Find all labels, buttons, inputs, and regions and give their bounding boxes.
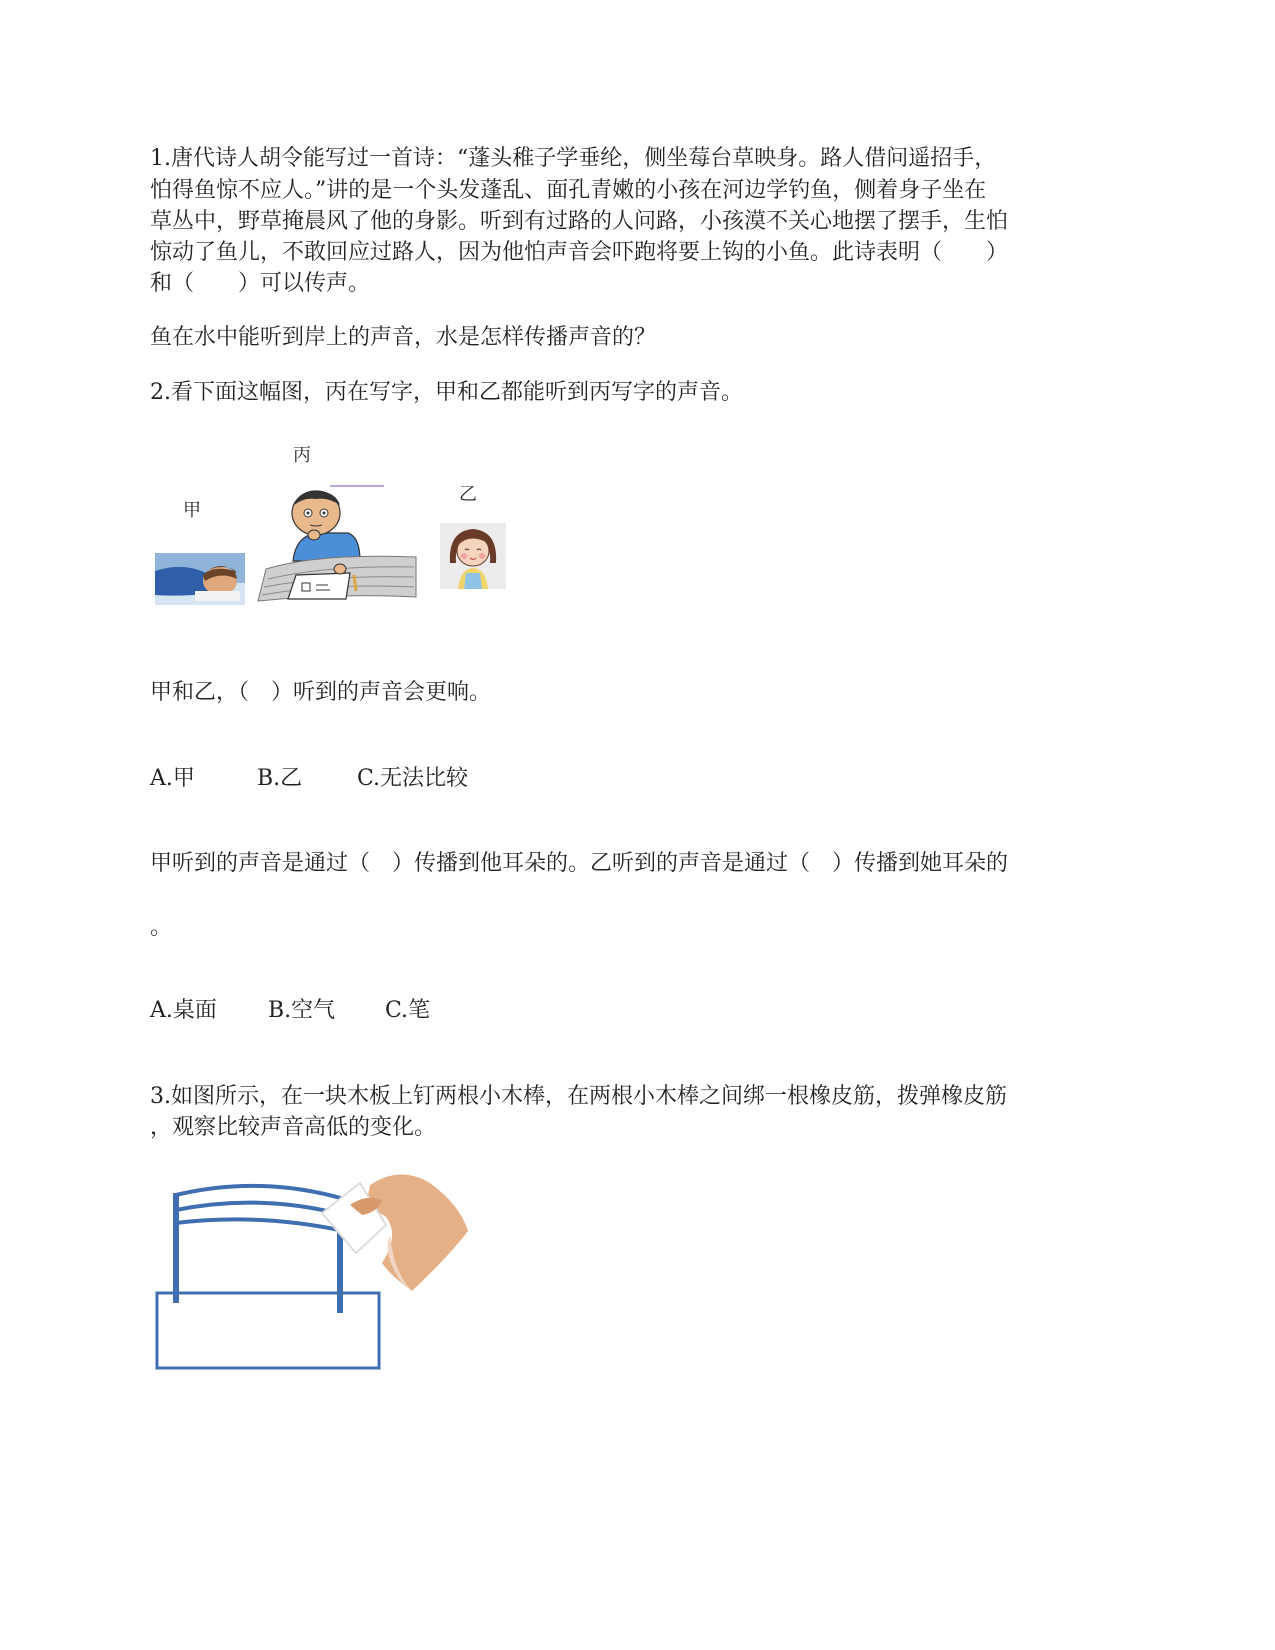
option-b-1[interactable]: A.桌面	[150, 998, 217, 1023]
q1-sub-question: 鱼在水中能听到岸上的声音，水是怎样传播声音的？	[150, 325, 657, 350]
q1-line-2: 怕得鱼惊不应人。”讲的是一个头发蓬乱、面孔青嫩的小孩在河边学钓鱼，侧着身子坐在	[150, 178, 987, 203]
sleeping-boy-illustration	[155, 553, 245, 605]
option-a-1[interactable]: A.甲	[150, 766, 195, 791]
q1-line-4: 惊动了鱼儿，不敢回应过路人，因为他怕声音会吓跑将要上钩的小鱼。此诗表明（ ）	[150, 240, 1009, 265]
q2-options-b	[150, 995, 430, 1027]
label-jia: 甲	[183, 500, 201, 521]
q2-intro: 2.看下面这幅图，丙在写字，甲和乙都能听到丙写字的声音。	[150, 380, 743, 405]
option-a-2[interactable]: B.乙	[257, 766, 303, 791]
q1-line-3: 草丛中，野草掩晨风了他的身影。听到有过路的人问路，小孩漠不关心地摆了摆手，生怕	[150, 209, 1009, 234]
q3-line-1: 3.如图所示，在一块木板上钉两根小木棒，在两根小木棒之间绑一根橡皮筋，拨弹橡皮筋	[150, 1084, 1007, 1109]
writing-boy-illustration	[258, 483, 418, 605]
option-a-3[interactable]: C.无法比较	[357, 766, 469, 791]
q2-question-b-line-1: 甲听到的声音是通过（ ）传播到他耳朵的。乙听到的声音是通过（ ）传播到她耳朵的	[150, 851, 1009, 876]
label-yi: 乙	[459, 484, 477, 505]
rubber-band-board-illustration	[150, 1165, 480, 1375]
q2-options-a	[150, 763, 468, 795]
option-b-3[interactable]: C.笔	[385, 998, 431, 1023]
girl-illustration	[440, 523, 506, 589]
q2-question-a: 甲和乙，（ ）听到的声音会更响。	[150, 680, 492, 705]
q1-line-1: 1.唐代诗人胡令能写过一首诗：“蓬头稚子学垂纶，侧坐莓台草映身。路人借问遥招手，	[150, 146, 997, 171]
label-bing: 丙	[293, 445, 311, 466]
option-b-2[interactable]: B.空气	[268, 998, 336, 1023]
q1-line-5: 和（ ）可以传声。	[150, 271, 371, 296]
q2-question-b-line-2: 。	[150, 915, 173, 940]
q3-line-2: ，观察比较声音高低的变化。	[150, 1115, 437, 1140]
